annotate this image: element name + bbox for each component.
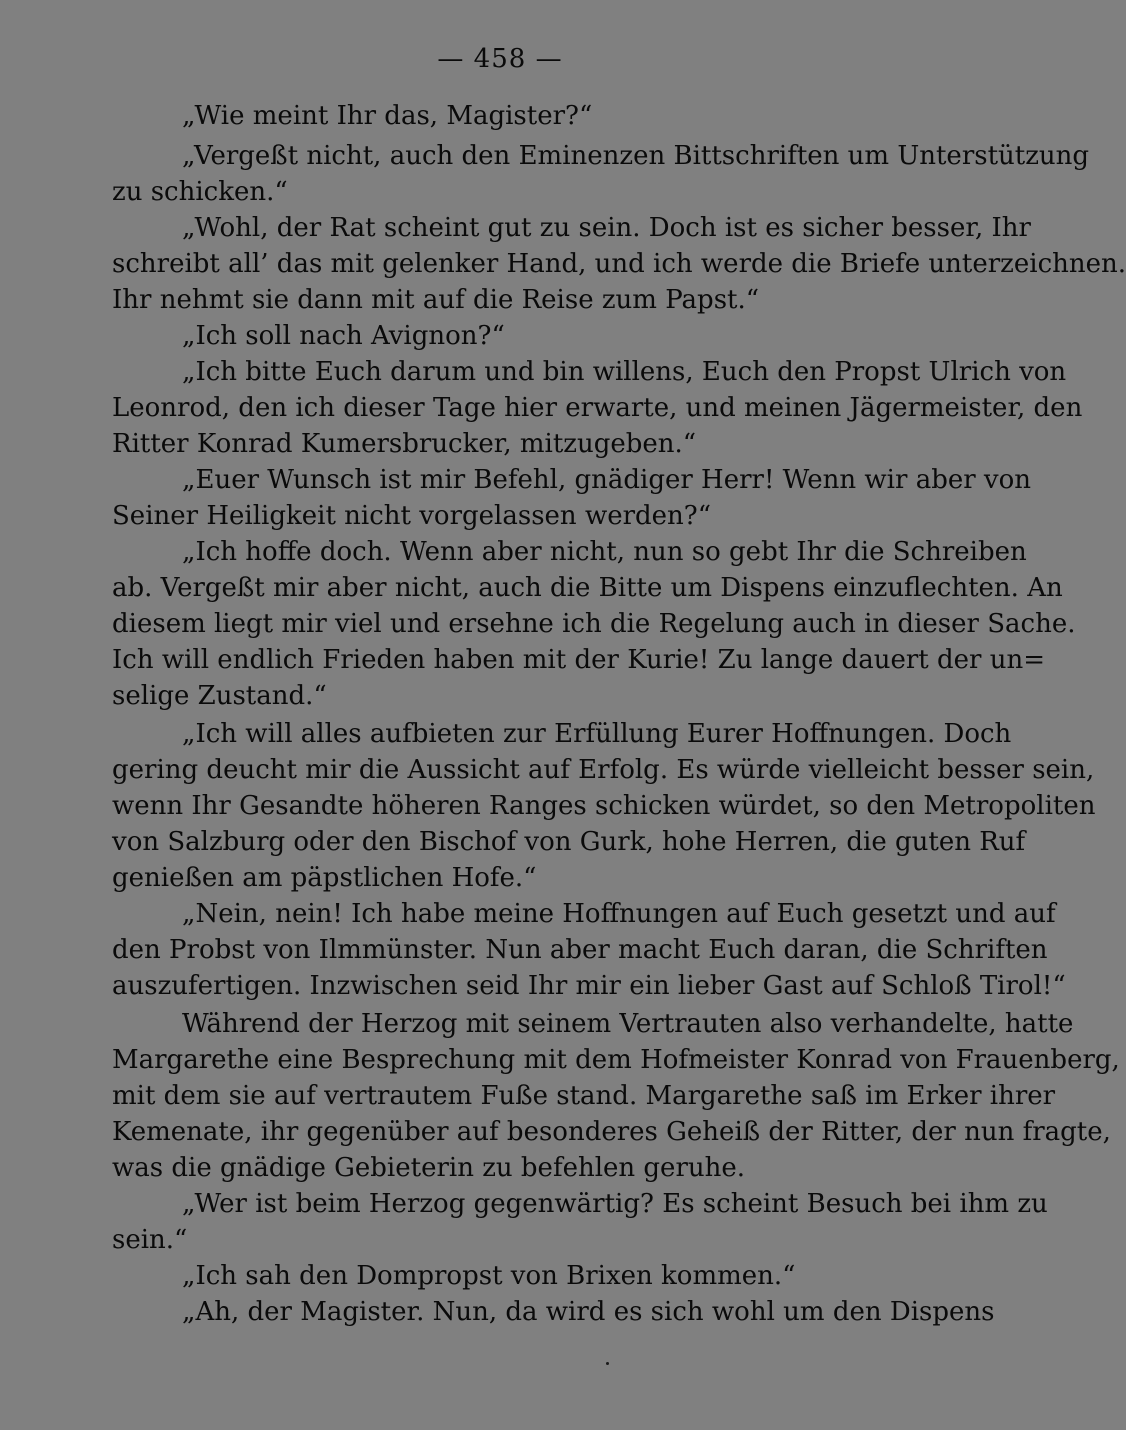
- text-line: mit dem sie auf vertrautem Fuße stand. Margarethe saß im Erker ihrer: [112, 1081, 1056, 1111]
- text-line: den Probst von Ilmmünster. Nun aber macht Euch daran, die Schriften: [112, 935, 1048, 965]
- text-line: selige Zustand.“: [112, 681, 327, 711]
- text-line: Kemenate, ihr gegenüber auf besonderes Geheiß der Ritter, der nun fragte,: [112, 1117, 1111, 1147]
- text-line: was die gnädige Gebieterin zu befehlen geruhe.: [112, 1153, 746, 1183]
- text-line: „Ich sah den Dompropst von Brixen kommen.“: [182, 1261, 796, 1291]
- text-line: Während der Herzog mit seinem Vertrauten also verhandelte, hatte: [182, 1009, 1074, 1039]
- text-line: „Ich will alles aufbieten zur Erfüllung Eurer Hoffnungen. Doch: [182, 719, 1012, 749]
- print-speck: [606, 1362, 609, 1365]
- text-line: genießen am päpstlichen Hofe.“: [112, 863, 537, 893]
- text-line: diesem liegt mir viel und ersehne ich die Regelung auch in dieser Sache.: [112, 609, 1076, 639]
- text-line: Margarethe eine Besprechung mit dem Hofmeister Konrad von Frauenberg,: [112, 1045, 1120, 1075]
- text-line: zu schicken.“: [112, 177, 288, 207]
- text-line: wenn Ihr Gesandte höheren Ranges schicken würdet, so den Metropoliten: [112, 791, 1096, 821]
- text-line: „Ich bitte Euch darum und bin willens, Euch den Propst Ulrich von: [182, 357, 1067, 387]
- text-line: „Nein, nein! Ich habe meine Hoffnungen auf Euch gesetzt und auf: [182, 899, 1056, 929]
- text-line: „Wie meint Ihr das, Magister?“: [182, 101, 593, 131]
- text-line: „Euer Wunsch ist mir Befehl, gnädiger Herr! Wenn wir aber von: [182, 465, 1031, 495]
- text-line: „Vergeßt nicht, auch den Eminenzen Bittschriften um Unterstützung: [182, 141, 1090, 171]
- text-line: ab. Vergeßt mir aber nicht, auch die Bitte um Dispens einzuflechten. An: [112, 573, 1063, 603]
- text-line: Ritter Konrad Kumersbrucker, mitzugeben.“: [112, 429, 697, 459]
- text-line: „Ah, der Magister. Nun, da wird es sich wohl um den Dispens: [182, 1297, 995, 1327]
- text-line: Seiner Heiligkeit nicht vorgelassen werden?“: [112, 501, 712, 531]
- text-line: Ihr nehmt sie dann mit auf die Reise zum Papst.“: [112, 285, 760, 315]
- text-line: gering deucht mir die Aussicht auf Erfolg. Es würde vielleicht besser sein,: [112, 755, 1095, 785]
- text-line: Ich will endlich Frieden haben mit der Kurie! Zu lange dauert der un=: [112, 645, 1045, 675]
- text-line: sein.“: [112, 1225, 188, 1255]
- text-line: „Ich hoffe doch. Wenn aber nicht, nun so gebt Ihr die Schreiben: [182, 537, 1027, 567]
- text-line: auszufertigen. Inzwischen seid Ihr mir ein lieber Gast auf Schloß Tirol!“: [112, 971, 1066, 1001]
- text-line: Leonrod, den ich dieser Tage hier erwarte, und meinen Jägermeister, den: [112, 393, 1083, 423]
- page-number: — 458 —: [437, 44, 563, 74]
- text-line: „Wohl, der Rat scheint gut zu sein. Doch ist es sicher besser, Ihr: [182, 213, 1031, 243]
- text-line: „Ich soll nach Avignon?“: [182, 321, 505, 351]
- text-line: von Salzburg oder den Bischof von Gurk, hohe Herren, die guten Ruf: [112, 827, 1026, 857]
- text-line: „Wer ist beim Herzog gegenwärtig? Es scheint Besuch bei ihm zu: [182, 1189, 1048, 1219]
- text-line: schreibt all’ das mit gelenker Hand, und ich werde die Briefe unterzeichnen.: [112, 249, 1126, 279]
